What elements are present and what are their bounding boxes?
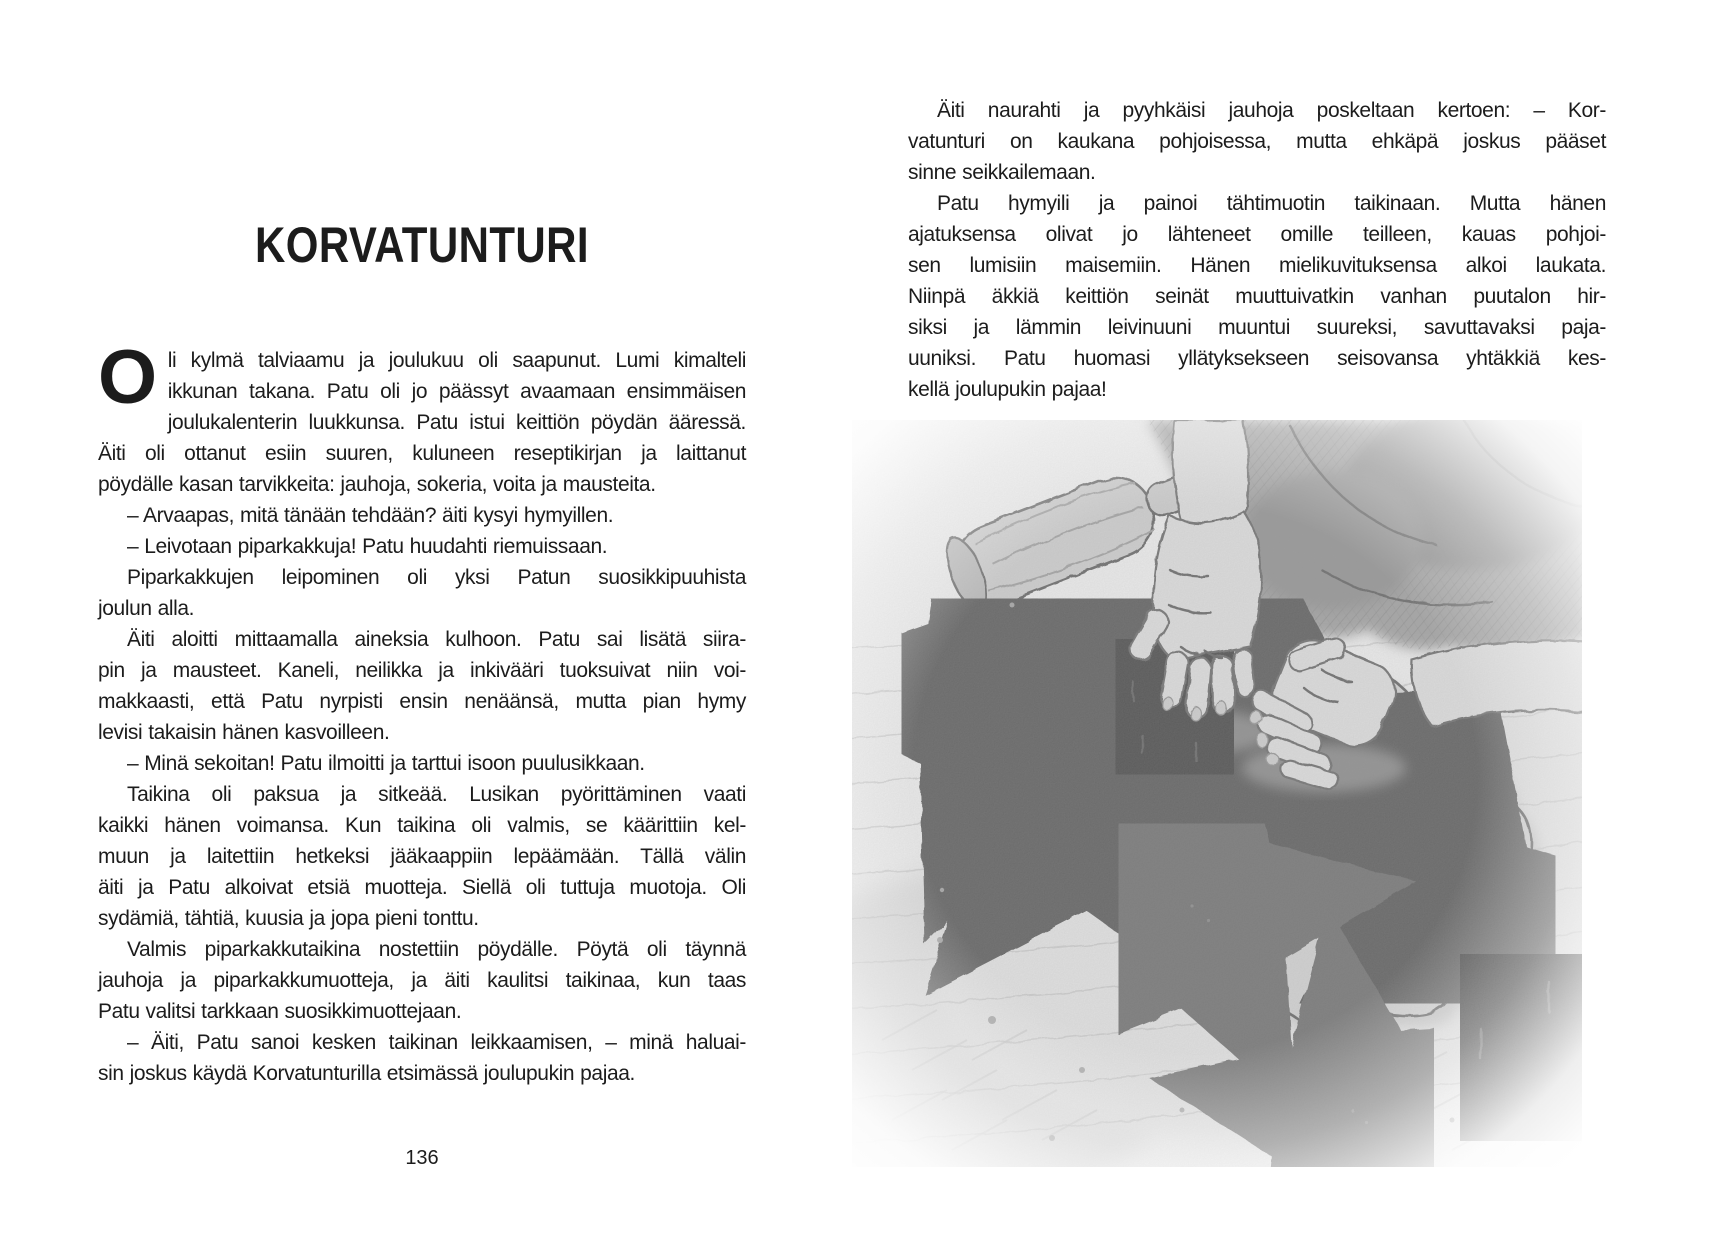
text-line: levisi takaisin hänen kasvoilleen. (98, 721, 390, 744)
text-line: li kylmä talviaamu ja joulukuu oli saapunut. Lumi kimalteli (167, 349, 746, 372)
paragraph (98, 500, 746, 531)
text-line: sen lumisiin maisemiin. Hänen mielikuvituksensa alkoi laukata. (908, 254, 1606, 277)
text-line: Äiti oli ottanut esiin suuren, kuluneen reseptikirjan ja laittanut (98, 442, 746, 465)
text-line: Valmis piparkakkutaikina nostettiin pöydälle. Pöytä oli täynnä (127, 938, 746, 961)
left-page-text (98, 335, 746, 1089)
text-line: – Arvaapas, mitä tänään tehdään? äiti kysyi hymyillen. (127, 504, 614, 527)
pencil-illustration (852, 420, 1582, 1167)
text-line: ikkunan takana. Patu oli jo päässyt avaamaan ensimmäisen (167, 380, 746, 403)
text-line: Patu valitsi tarkkaan suosikkimuottejaan. (98, 1000, 462, 1023)
text-line: sydämiä, tähtiä, kuusia ja jopa pieni tonttu. (98, 907, 479, 930)
pencil-grain-overlay (852, 420, 1582, 1167)
text-line: siksi ja lämmin leivinuuni muuntui suureksi, savuttavaksi paja- (908, 316, 1606, 339)
page-number: 136 (405, 1147, 439, 1169)
text-line: kellä joulupukin pajaa! (908, 378, 1107, 401)
text-line: joulun alla. (98, 597, 195, 620)
paragraph (98, 1027, 746, 1089)
text-line: ajatuksensa olivat jo lähteneet omille teilleen, kauas pohjoi- (908, 223, 1606, 246)
text-line: sin joskus käydä Korvatunturilla etsimässä joulupukin pajaa. (98, 1062, 635, 1085)
paragraph (98, 562, 746, 624)
text-line: Taikina oli paksua ja sitkeää. Lusikan pyörittäminen vaati (127, 783, 746, 806)
paragraph (98, 779, 746, 934)
text-line: pöydälle kasan tarvikkeita: jauhoja, sokeria, voita ja mausteita. (98, 473, 656, 496)
text-line: – Minä sekoitan! Patu ilmoitti ja tarttui isoon puulusikkaan. (127, 752, 645, 775)
right-page-text (908, 95, 1606, 405)
text-line: pin ja mausteet. Kaneli, neilikka ja inkivääri tuoksuivat niin voi- (98, 659, 746, 682)
paragraph (98, 531, 746, 562)
paragraph (908, 95, 1606, 188)
text-line: jauhoja ja piparkakkumuotteja, ja äiti kaulitsi taikinaa, kun taas (98, 969, 746, 992)
chapter-title: KORVATUNTURI (254, 217, 590, 273)
paragraph (98, 335, 746, 500)
drop-cap: O (98, 335, 157, 420)
text-line: Äiti naurahti ja pyyhkäisi jauhoja poskeltaan kertoen: – Kor- (937, 99, 1606, 122)
text-line: muun ja laitettiin hetkeksi jääkaappiin lepäämään. Tällä välin (98, 845, 746, 868)
text-line: vatunturi on kaukana pohjoisessa, mutta ehkäpä joskus pääset (908, 130, 1606, 153)
paragraph (98, 624, 746, 748)
text-line: Niinpä äkkiä keittiön seinät muuttuivatkin vanhan puutalon hir- (908, 285, 1606, 308)
text-line: Patu hymyili ja painoi tähtimuotin taikinaan. Mutta hänen (937, 192, 1606, 215)
illustration (852, 420, 1582, 1167)
text-line: Piparkakkujen leipominen oli yksi Patun suosikkipuuhista (127, 566, 746, 589)
paragraph (98, 748, 746, 779)
paragraph (908, 188, 1606, 405)
text-line: äiti ja Patu alkoivat etsiä muotteja. Siellä oli tuttuja muotoja. Oli (98, 876, 746, 899)
paragraph (98, 934, 746, 1027)
text-line: – Leivotaan piparkakkuja! Patu huudahti riemuissaan. (127, 535, 608, 558)
text-line: sinne seikkailemaan. (908, 161, 1096, 184)
text-line: uuniksi. Patu huomasi yllätyksekseen seisovansa yhtäkkiä kes- (908, 347, 1606, 370)
text-line: – Äiti, Patu sanoi kesken taikinan leikkaamisen, – minä haluai- (127, 1031, 746, 1054)
text-line: makkaasti, että Patu nyrpisti ensin nenäänsä, mutta pian hymy (98, 690, 746, 713)
text-line: joulukalenterin luukkunsa. Patu istui keittiön pöydän ääressä. (167, 411, 746, 434)
text-line: Äiti aloitti mittaamalla aineksia kulhoon. Patu sai lisätä siira- (127, 628, 746, 651)
text-line: kaikki hänen voimansa. Kun taikina oli valmis, se käärittiin kel- (98, 814, 746, 837)
